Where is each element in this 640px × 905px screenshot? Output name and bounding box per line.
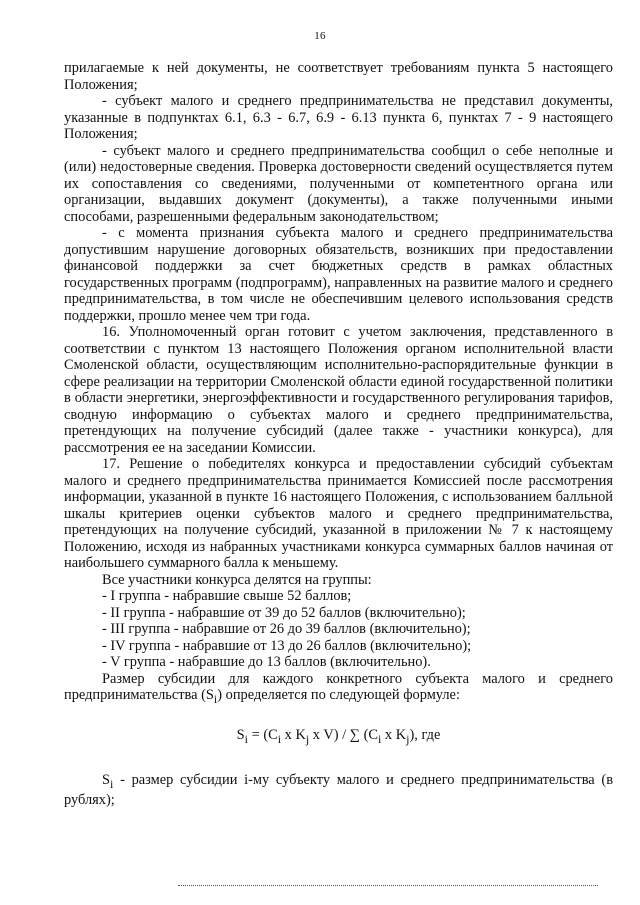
paragraph: - субъект малого и среднего предпринимательства сообщил о себе неполные и (или) недостоверные сведения. Проверка достоверности сведений осуществляется путем их сопоставления со сведениями, полученными от компетентного органа или организации, выдавших документ (документы), а также полученными иными способами, разрешенными федеральным законодательством; (64, 142, 613, 225)
group-item: - I группа - набравшие свыше 52 баллов; (102, 588, 352, 604)
paragraph: - субъект малого и среднего предпринимательства не представил документы, указанные в подпунктах 6.1, 6.3 - 6.7, 6.9 - 6.13 пункта 6, пунктах 7 - 9 настоящего Положения; (64, 93, 613, 142)
subsidy-formula: $S_i = (C_i$ x $K_j$ x V) / ∑ ($C_i$ x $K_j$), где (236, 727, 441, 747)
page-number: 16 (314, 30, 326, 42)
formula-definition: $S_i$ - размер субсидии i-му субъекту малого и среднего предпринимательства (в рублях); (64, 771, 613, 809)
group-item: - V группа - набравшие до 13 баллов (включительно). (102, 654, 431, 670)
paragraph: прилагаемые к ней документы, не соответствует требованиям пункта 5 настоящего Положения; (64, 60, 613, 93)
subsidy-size-paragraph: Размер субсидии для каждого конкретного субъекта малого и среднего предпринимательства $(S_i)$ определяется по следующей формуле: (64, 670, 613, 706)
group-item: - IV группа - набравшие от 13 до 26 баллов (включительно); (102, 637, 472, 654)
group-item: - III группа - набравшие от 26 до 39 баллов (включительно); (102, 621, 471, 637)
paragraph: - с момента признания субъекта малого и среднего предпринимательства допустившим нарушение договорных обязательств, возникших при предоставлении финансовой поддержки за счет бюджетных средств в рамках областных государственных программ (подпрограмм), направленных на развитие малого и среднего предпринимательства, в том числе не обеспечившим целевого использования средств поддержки, прошло менее чем три года. (64, 225, 613, 324)
paragraph-item-16: 16. Уполномоченный орган готовит с учетом заключения, представленного в соответствии с пунктом 13 настоящего Положения органом исполнительной власти Смоленской области, осуществляющим исполнительно-распорядительные функции в сфере реализации на территории Смоленской области единой государственной политики в области энергетики, энергоэффективности и государственного регулирования тарифов, сводную информацию о субъектах малого и среднего предпринимательства, претендующих на получение субсидий (далее также - участники конкурса), для рассмотрения ее на заседании Комиссии. (64, 324, 613, 456)
document-body (64, 60, 613, 809)
footer-divider (178, 885, 598, 886)
groups-intro: Все участники конкурса делятся на группы: (102, 571, 372, 588)
paragraph-item-17: 17. Решение о победителях конкурса и предоставлении субсидий субъектам малого и среднего предпринимательства принимается Комиссией после рассмотрения информации, указанной в пункте 16 настоящего Положения, с использованием балльной шкалы критериев оценки субъектов малого и среднего предпринимательства, претендующих на получение субсидий, указанной в приложении № 7 к настоящему Положению, исходя из набранных участниками конкурса суммарных баллов начиная от наибольшего суммарного балла к меньшему. (64, 456, 613, 571)
group-item: - II группа - набравшие от 39 до 52 баллов (включительно); (102, 604, 466, 621)
